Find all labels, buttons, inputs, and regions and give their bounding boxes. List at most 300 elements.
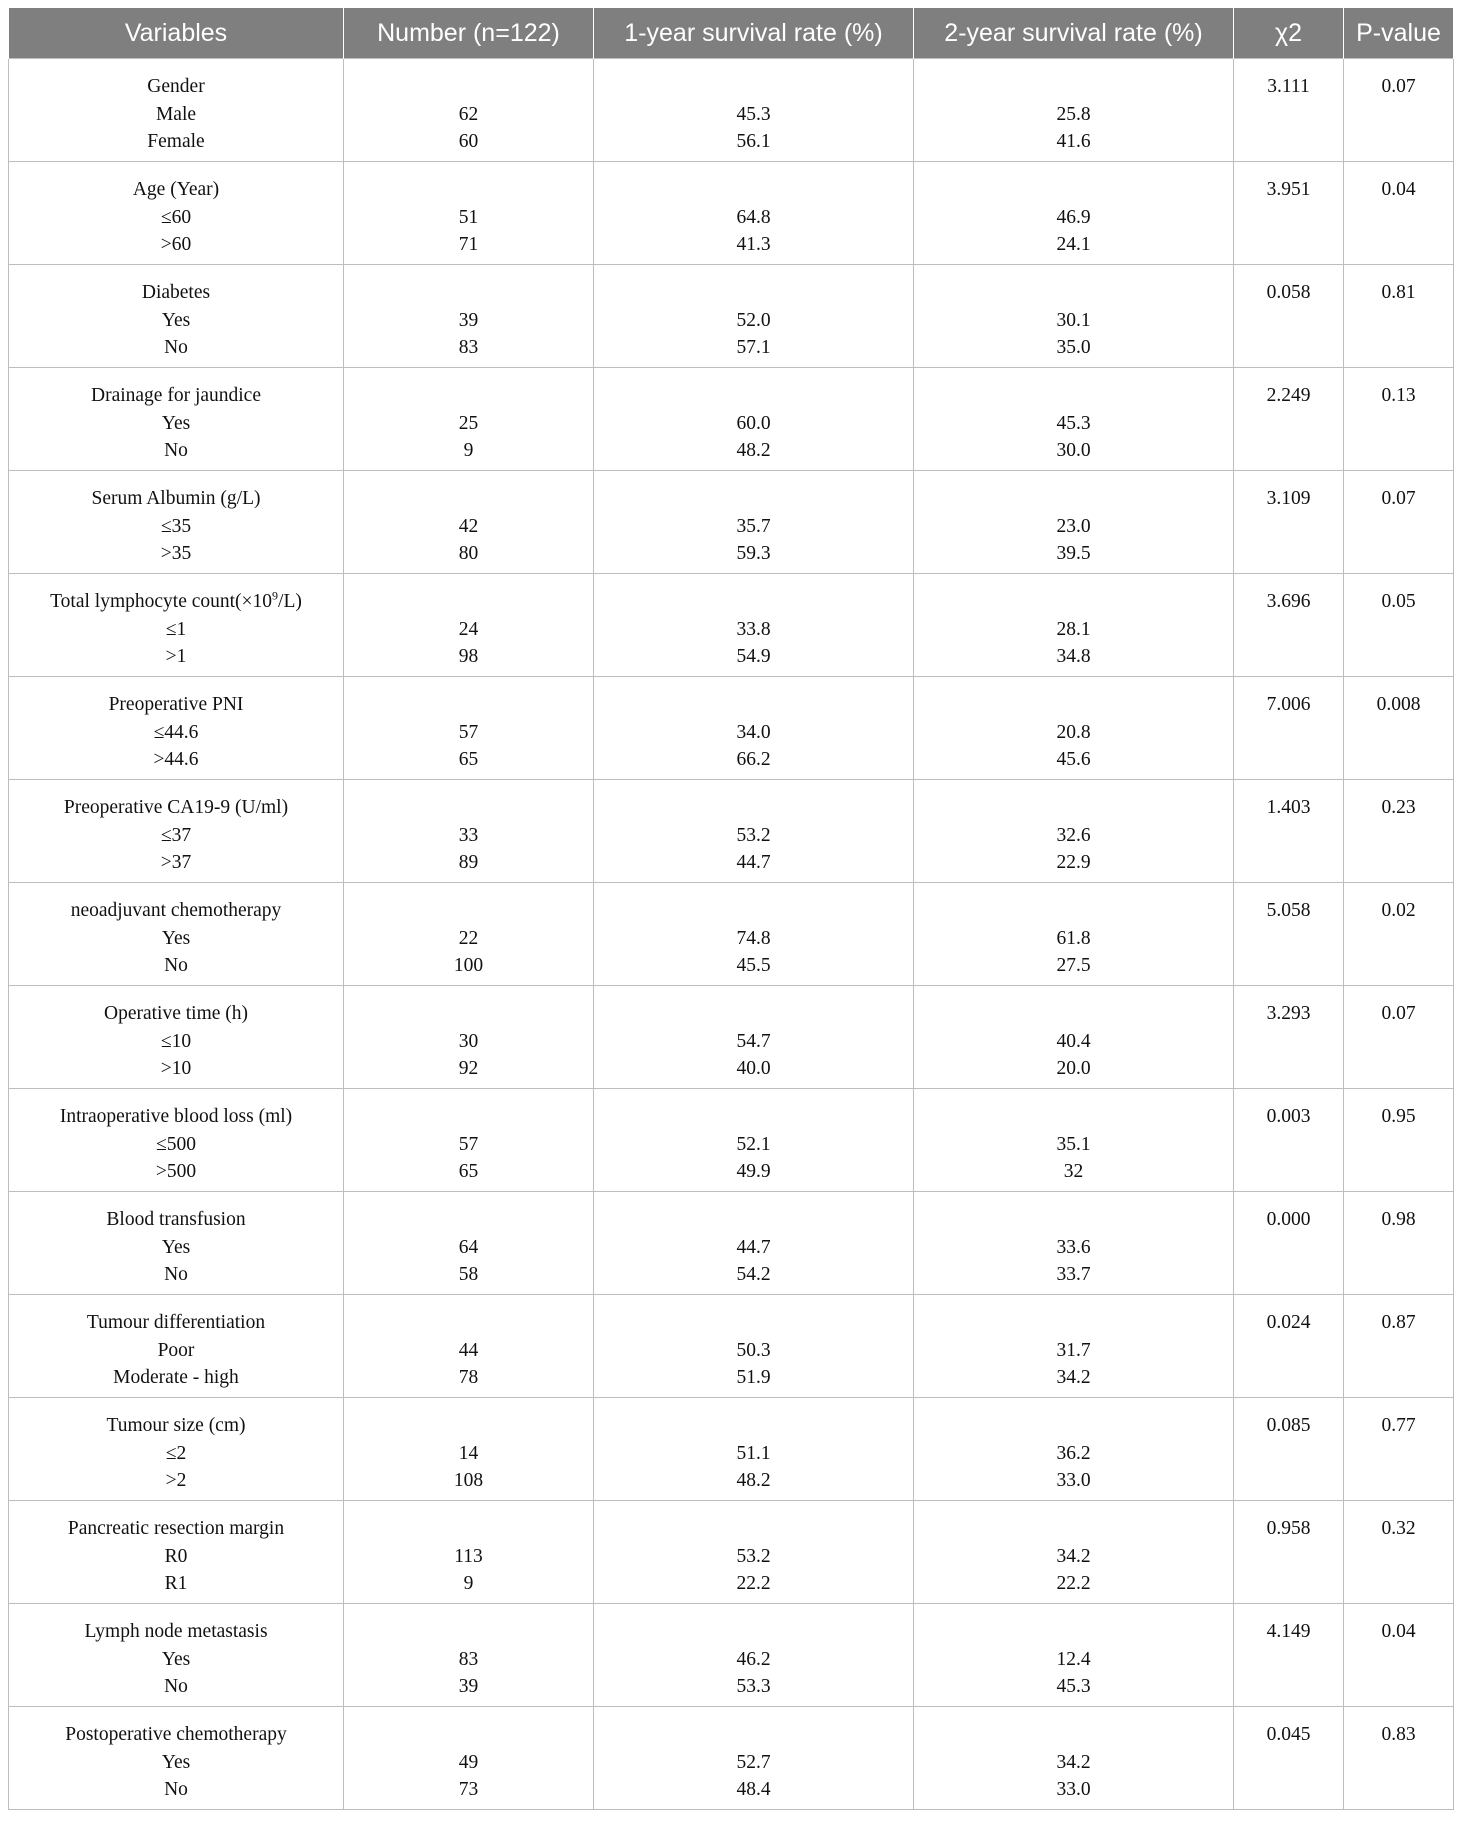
level-survival-2y: 28.1: [1056, 618, 1091, 640]
variable-name-text: Lymph node metastasis: [84, 1621, 268, 1642]
spacer: [914, 1000, 1233, 1028]
number-cell: [344, 1707, 594, 1810]
chi-square-value: 0.058: [1266, 282, 1311, 303]
level-survival-2y: 61.8: [1056, 927, 1091, 949]
level-survival-2y: 45.6: [1056, 749, 1091, 770]
level-number: 65: [458, 1161, 479, 1182]
survival-2y-cell: [914, 265, 1234, 368]
survival-1y-cell: [594, 780, 914, 883]
table-row: [9, 1501, 1454, 1604]
variable-name: [9, 279, 343, 307]
level-survival-2y: 12.4: [1056, 1648, 1091, 1670]
spacer: [344, 1721, 593, 1749]
level-survival-2y: 32: [1063, 1161, 1084, 1182]
spacer: [594, 691, 913, 719]
survival-2y-cell: [914, 883, 1234, 986]
level-number: 60: [458, 131, 479, 152]
chi-square-cell: [1234, 677, 1344, 780]
spacer: [344, 176, 593, 204]
header-chi-square: χ2: [1234, 8, 1344, 59]
p-value-cell: [1344, 368, 1454, 471]
level-survival-2y: 46.9: [1056, 206, 1091, 228]
survival-1y-cell: [594, 162, 914, 265]
p-value: 0.04: [1381, 1621, 1416, 1642]
survival-1y-cell: [594, 1295, 914, 1398]
spacer: [594, 176, 913, 204]
level-survival-2y: 23.0: [1056, 515, 1091, 537]
level-survival-1y: 44.7: [736, 852, 771, 873]
variable-cell: [9, 780, 344, 883]
spacer: [914, 1206, 1233, 1234]
variable-name: [9, 1309, 343, 1337]
chi-square-value: 1.403: [1266, 797, 1311, 818]
table-row: [9, 368, 1454, 471]
spacer: [344, 485, 593, 513]
level-survival-1y: 44.7: [736, 1236, 771, 1258]
spacer: [914, 1103, 1233, 1131]
level-number: 71: [458, 234, 479, 255]
level-survival-2y: 32.6: [1056, 824, 1091, 846]
variable-cell: [9, 986, 344, 1089]
level-survival-1y: 53.3: [736, 1676, 771, 1697]
p-value-cell: [1344, 1707, 1454, 1810]
chi-square-cell: [1234, 883, 1344, 986]
level-survival-2y: 30.1: [1056, 309, 1091, 331]
level-survival-2y: 22.2: [1056, 1573, 1091, 1594]
p-value: 0.07: [1381, 1003, 1416, 1024]
level-number: 83: [458, 337, 479, 358]
level-number: 22: [458, 927, 479, 949]
survival-1y-cell: [594, 1501, 914, 1604]
p-value: 0.13: [1381, 385, 1416, 406]
table-row: [9, 986, 1454, 1089]
level-label: No: [164, 1676, 188, 1697]
number-cell: [344, 265, 594, 368]
chi-square-cell: [1234, 574, 1344, 677]
p-value: 0.07: [1381, 488, 1416, 509]
survival-1y-cell: [594, 368, 914, 471]
p-value: 0.98: [1381, 1209, 1416, 1230]
level-label: Male: [155, 103, 197, 125]
chi-square-cell: [1234, 1089, 1344, 1192]
level-survival-2y: 33.0: [1056, 1779, 1091, 1800]
spacer: [914, 897, 1233, 925]
survival-2y-cell: [914, 1501, 1234, 1604]
p-value: 0.87: [1381, 1312, 1416, 1333]
number-cell: [344, 471, 594, 574]
variable-cell: [9, 1192, 344, 1295]
number-cell: [344, 986, 594, 1089]
variable-name-text: Operative time (h): [103, 1003, 249, 1024]
level-number: 14: [458, 1442, 479, 1464]
variable-name-text: Preoperative PNI: [108, 694, 244, 715]
level-label: >2: [165, 1470, 187, 1491]
variable-name: [9, 485, 343, 513]
chi-square-value: 3.696: [1266, 591, 1311, 612]
level-survival-1y: 64.8: [736, 206, 771, 228]
spacer: [914, 1309, 1233, 1337]
level-survival-1y: 66.2: [736, 749, 771, 770]
survival-1y-cell: [594, 1604, 914, 1707]
variable-cell: [9, 1398, 344, 1501]
p-value-cell: [1344, 1192, 1454, 1295]
spacer: [594, 1618, 913, 1646]
level-survival-1y: 53.2: [736, 1545, 771, 1567]
level-label: ≤10: [160, 1030, 192, 1052]
level-survival-2y: 34.8: [1056, 646, 1091, 667]
variable-name-text: neoadjuvant chemotherapy: [70, 900, 282, 921]
number-cell: [344, 574, 594, 677]
p-value: 0.05: [1381, 591, 1416, 612]
chi-square-cell: [1234, 1192, 1344, 1295]
level-survival-2y: 20.0: [1056, 1058, 1091, 1079]
number-cell: [344, 1089, 594, 1192]
level-label: ≤35: [160, 515, 192, 537]
p-value-cell: [1344, 59, 1454, 162]
variable-name-superscript: 9: [272, 588, 279, 603]
table-row: [9, 265, 1454, 368]
spacer: [344, 1000, 593, 1028]
spacer: [594, 485, 913, 513]
level-label: ≤37: [160, 824, 192, 846]
level-number: 9: [463, 440, 474, 461]
number-cell: [344, 677, 594, 780]
level-number: 58: [458, 1264, 479, 1285]
chi-square-cell: [1234, 1398, 1344, 1501]
level-survival-2y: 22.9: [1056, 852, 1091, 873]
p-value: 0.77: [1381, 1415, 1416, 1436]
variable-name-text: Blood transfusion: [106, 1209, 246, 1230]
p-value: 0.81: [1381, 282, 1416, 303]
variable-name-text: Intraoperative blood loss (ml): [59, 1106, 293, 1127]
p-value-cell: [1344, 162, 1454, 265]
level-survival-1y: 54.2: [736, 1264, 771, 1285]
spacer: [594, 279, 913, 307]
p-value-cell: [1344, 677, 1454, 780]
p-value-cell: [1344, 1295, 1454, 1398]
variable-cell: [9, 1089, 344, 1192]
table-row: [9, 574, 1454, 677]
level-label: Female: [147, 131, 205, 152]
level-survival-1y: 33.8: [736, 618, 771, 640]
level-survival-1y: 74.8: [736, 927, 771, 949]
level-survival-1y: 53.2: [736, 824, 771, 846]
level-label: No: [164, 955, 188, 976]
chi-square-value: 5.058: [1266, 900, 1311, 921]
chi-square-cell: [1234, 1501, 1344, 1604]
chi-square-value: 3.293: [1266, 1003, 1311, 1024]
level-number: 89: [458, 852, 479, 873]
level-number: 100: [453, 955, 484, 976]
level-survival-1y: 54.7: [736, 1030, 771, 1052]
table-body: [9, 59, 1454, 1810]
level-label: No: [164, 1264, 188, 1285]
variable-name: [9, 73, 343, 101]
level-number: 78: [458, 1367, 479, 1388]
survival-2y-cell: [914, 780, 1234, 883]
p-value-cell: [1344, 265, 1454, 368]
table-row: [9, 59, 1454, 162]
survival-2y-cell: [914, 59, 1234, 162]
survival-1y-cell: [594, 265, 914, 368]
level-label: No: [164, 440, 188, 461]
spacer: [344, 794, 593, 822]
variable-name-text: Serum Albumin (g/L): [91, 488, 261, 509]
level-number: 64: [458, 1236, 479, 1258]
chi-square-value: 0.000: [1266, 1209, 1311, 1230]
spacer: [594, 588, 913, 616]
level-survival-1y: 48.2: [736, 440, 771, 461]
number-cell: [344, 883, 594, 986]
table-row: [9, 780, 1454, 883]
survival-1y-cell: [594, 883, 914, 986]
chi-square-value: 3.109: [1266, 488, 1311, 509]
survival-1y-cell: [594, 1192, 914, 1295]
level-number: 65: [458, 749, 479, 770]
level-survival-2y: 24.1: [1056, 234, 1091, 255]
level-survival-2y: 30.0: [1056, 440, 1091, 461]
level-label: Yes: [161, 412, 191, 434]
table-header-row: [9, 8, 1454, 59]
table-row: [9, 1295, 1454, 1398]
variable-name-text: Pancreatic resection margin: [67, 1518, 285, 1539]
survival-2y-cell: [914, 471, 1234, 574]
survival-1y-cell: [594, 1707, 914, 1810]
level-label: >35: [160, 543, 192, 564]
level-survival-1y: 60.0: [736, 412, 771, 434]
level-number: 108: [453, 1470, 484, 1491]
level-number: 51: [458, 206, 479, 228]
number-cell: [344, 1295, 594, 1398]
spacer: [914, 485, 1233, 513]
spacer: [594, 794, 913, 822]
chi-square-value: 2.249: [1266, 385, 1311, 406]
spacer: [914, 279, 1233, 307]
variable-cell: [9, 471, 344, 574]
spacer: [594, 1309, 913, 1337]
table-container: [8, 8, 1453, 1810]
level-survival-1y: 40.0: [736, 1058, 771, 1079]
spacer: [344, 1206, 593, 1234]
variable-cell: [9, 368, 344, 471]
level-number: 24: [458, 618, 479, 640]
survival-2y-cell: [914, 1707, 1234, 1810]
chi-square-cell: [1234, 780, 1344, 883]
level-label: Moderate - high: [113, 1367, 239, 1388]
level-number: 33: [458, 824, 479, 846]
level-number: 39: [458, 309, 479, 331]
variable-cell: [9, 265, 344, 368]
p-value: 0.02: [1381, 900, 1416, 921]
chi-square-cell: [1234, 471, 1344, 574]
level-label: Poor: [157, 1339, 195, 1361]
level-survival-2y: 33.0: [1056, 1470, 1091, 1491]
variable-cell: [9, 1295, 344, 1398]
p-value-cell: [1344, 780, 1454, 883]
level-survival-1y: 48.2: [736, 1470, 771, 1491]
p-value: 0.95: [1381, 1106, 1416, 1127]
level-survival-1y: 45.5: [736, 955, 771, 976]
level-survival-2y: 34.2: [1056, 1751, 1091, 1773]
table-row: [9, 677, 1454, 780]
spacer: [344, 382, 593, 410]
survival-1y-cell: [594, 59, 914, 162]
table-row: [9, 1398, 1454, 1501]
spacer: [344, 897, 593, 925]
spacer: [594, 1515, 913, 1543]
level-label: >1: [165, 646, 187, 667]
level-label: Yes: [161, 927, 191, 949]
level-survival-2y: 34.2: [1056, 1545, 1091, 1567]
number-cell: [344, 1501, 594, 1604]
number-cell: [344, 368, 594, 471]
level-survival-1y: 22.2: [736, 1573, 771, 1594]
chi-square-cell: [1234, 986, 1344, 1089]
level-number: 62: [458, 103, 479, 125]
level-survival-2y: 40.4: [1056, 1030, 1091, 1052]
chi-square-value: 3.951: [1266, 179, 1311, 200]
level-number: 9: [463, 1573, 474, 1594]
variable-name: [9, 1103, 343, 1131]
spacer: [594, 73, 913, 101]
table-row: [9, 1707, 1454, 1810]
level-label: Yes: [161, 1751, 191, 1773]
level-label: ≤44.6: [153, 721, 199, 743]
spacer: [594, 1206, 913, 1234]
table-row: [9, 883, 1454, 986]
chi-square-cell: [1234, 265, 1344, 368]
level-number: 98: [458, 646, 479, 667]
chi-square-value: 3.111: [1267, 76, 1310, 97]
spacer: [594, 1103, 913, 1131]
spacer: [594, 897, 913, 925]
table-row: [9, 471, 1454, 574]
variable-name-text: Age (Year): [132, 179, 220, 200]
level-survival-1y: 51.9: [736, 1367, 771, 1388]
level-survival-1y: 52.1: [736, 1133, 771, 1155]
variable-cell: [9, 1501, 344, 1604]
level-number: 44: [458, 1339, 479, 1361]
variable-name: [9, 382, 343, 410]
variable-name-text: Tumour size (cm): [106, 1415, 246, 1436]
level-survival-1y: 56.1: [736, 131, 771, 152]
level-survival-1y: 45.3: [736, 103, 771, 125]
level-survival-1y: 51.1: [736, 1442, 771, 1464]
spacer: [344, 1309, 593, 1337]
level-survival-1y: 49.9: [736, 1161, 771, 1182]
variable-name: [9, 1206, 343, 1234]
number-cell: [344, 162, 594, 265]
level-survival-2y: 45.3: [1056, 1676, 1091, 1697]
spacer: [914, 1412, 1233, 1440]
chi-square-value: 4.149: [1266, 1621, 1311, 1642]
level-survival-1y: 50.3: [736, 1339, 771, 1361]
variable-name-suffix: /L): [278, 591, 302, 612]
p-value: 0.23: [1381, 797, 1416, 818]
p-value: 0.83: [1381, 1724, 1416, 1745]
survival-1y-cell: [594, 986, 914, 1089]
survival-1y-cell: [594, 471, 914, 574]
level-survival-2y: 36.2: [1056, 1442, 1091, 1464]
level-survival-2y: 25.8: [1056, 103, 1091, 125]
chi-square-cell: [1234, 368, 1344, 471]
variable-name: [9, 588, 343, 616]
variable-name-text: Tumour differentiation: [86, 1312, 266, 1333]
p-value: 0.008: [1376, 694, 1421, 715]
header-variables: Variables: [9, 8, 344, 59]
chi-square-value: 0.003: [1266, 1106, 1311, 1127]
spacer: [594, 1412, 913, 1440]
header-p-value: P-value: [1344, 8, 1454, 59]
level-label: ≤1: [165, 618, 187, 640]
variable-name: [9, 1000, 343, 1028]
spacer: [914, 691, 1233, 719]
spacer: [914, 794, 1233, 822]
level-label: >37: [160, 852, 192, 873]
survival-2y-cell: [914, 677, 1234, 780]
variable-cell: [9, 1707, 344, 1810]
survival-2y-cell: [914, 162, 1234, 265]
level-label: No: [164, 337, 188, 358]
level-label: Yes: [161, 1236, 191, 1258]
level-label: >500: [155, 1161, 197, 1182]
level-survival-2y: 35.0: [1056, 337, 1091, 358]
level-label: Yes: [161, 1648, 191, 1670]
variable-name: [9, 1618, 343, 1646]
variable-name: [9, 691, 343, 719]
chi-square-cell: [1234, 1707, 1344, 1810]
level-number: 30: [458, 1030, 479, 1052]
chi-square-value: 7.006: [1266, 694, 1311, 715]
survival-table: [8, 8, 1454, 1810]
level-survival-1y: 48.4: [736, 1779, 771, 1800]
spacer: [914, 73, 1233, 101]
p-value-cell: [1344, 986, 1454, 1089]
level-survival-2y: 45.3: [1056, 412, 1091, 434]
variable-cell: [9, 59, 344, 162]
survival-2y-cell: [914, 1192, 1234, 1295]
level-survival-2y: 34.2: [1056, 1367, 1091, 1388]
spacer: [914, 382, 1233, 410]
table-row: [9, 1089, 1454, 1192]
level-survival-1y: 35.7: [736, 515, 771, 537]
level-label: >44.6: [153, 749, 199, 770]
variable-name: [9, 1721, 343, 1749]
number-cell: [344, 1604, 594, 1707]
table-row: [9, 162, 1454, 265]
survival-1y-cell: [594, 1398, 914, 1501]
level-survival-1y: 59.3: [736, 543, 771, 564]
level-number: 92: [458, 1058, 479, 1079]
variable-name-text: Drainage for jaundice: [91, 385, 261, 406]
number-cell: [344, 1192, 594, 1295]
chi-square-cell: [1234, 1604, 1344, 1707]
level-survival-2y: 20.8: [1056, 721, 1091, 743]
header-1-year-survival: 1-year survival rate (%): [594, 8, 914, 59]
level-label: >60: [160, 234, 192, 255]
survival-2y-cell: [914, 986, 1234, 1089]
level-number: 42: [458, 515, 479, 537]
level-survival-1y: 57.1: [736, 337, 771, 358]
p-value-cell: [1344, 1398, 1454, 1501]
level-number: 80: [458, 543, 479, 564]
table-row: [9, 1192, 1454, 1295]
level-survival-2y: 27.5: [1056, 955, 1091, 976]
number-cell: [344, 1398, 594, 1501]
variable-cell: [9, 677, 344, 780]
level-number: 57: [458, 721, 479, 743]
spacer: [344, 1103, 593, 1131]
